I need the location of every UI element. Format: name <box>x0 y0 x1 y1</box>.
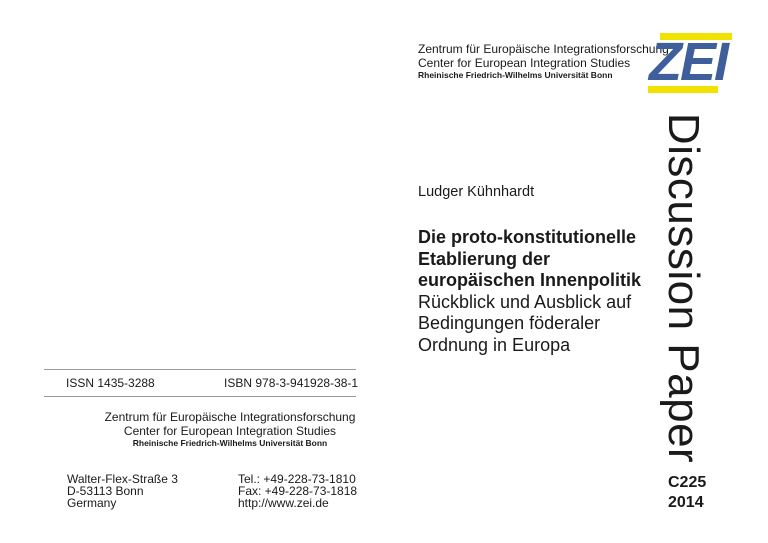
divider <box>44 396 356 397</box>
university-name: Rheinische Friedrich-Wilhelms Universität Bonn <box>132 438 328 448</box>
back-institute <box>44 410 356 449</box>
logo-text: ZEI <box>649 32 728 92</box>
institute-name-de: Zentrum für Europäische Integrationsforschung <box>418 42 669 56</box>
address <box>67 473 178 509</box>
paper-meta <box>668 473 706 513</box>
divider <box>44 369 356 370</box>
title-line: europäischen Innenpolitik <box>418 270 642 290</box>
subtitle-line: Bedingungen föderaler <box>418 313 601 333</box>
author: Ludger Kühnhardt <box>418 184 535 200</box>
website-link[interactable]: http://www.zei.de <box>238 496 329 510</box>
paper-title <box>418 227 641 356</box>
contact <box>238 473 357 509</box>
paper-year: 2014 <box>668 494 704 511</box>
fax: Fax: +49-228-73-1818 <box>238 484 358 498</box>
subtitle-line: Rückblick und Ausblick auf <box>418 291 632 312</box>
zei-logo <box>645 30 735 96</box>
institute-name-en: Center for European Integration Studies <box>123 424 337 438</box>
issn: ISSN 1435-3288 <box>66 376 155 390</box>
address-line: Walter-Flex-Straße 3 <box>67 472 178 486</box>
subtitle-line: Ordnung in Europa <box>418 334 571 355</box>
university-name: Rheinische Friedrich-Wilhelms Universität Bonn <box>418 70 613 80</box>
series-title: Discussion Paper <box>659 112 708 464</box>
title-line: Die proto-konstitutionelle <box>418 227 636 247</box>
address-line: D-53113 Bonn <box>67 484 144 498</box>
title-line: Etablierung der <box>418 248 551 269</box>
phone: Tel.: +49-228-73-1810 <box>238 472 356 486</box>
institute-name-de: Zentrum für Europäische Integrationsforschung <box>104 410 356 424</box>
paper-number: C225 <box>668 474 707 491</box>
isbn: ISBN 978-3-941928-38-1 <box>224 376 359 390</box>
address-line: Germany <box>67 496 117 510</box>
institute-name-en: Center for European Integration Studies <box>418 56 631 70</box>
